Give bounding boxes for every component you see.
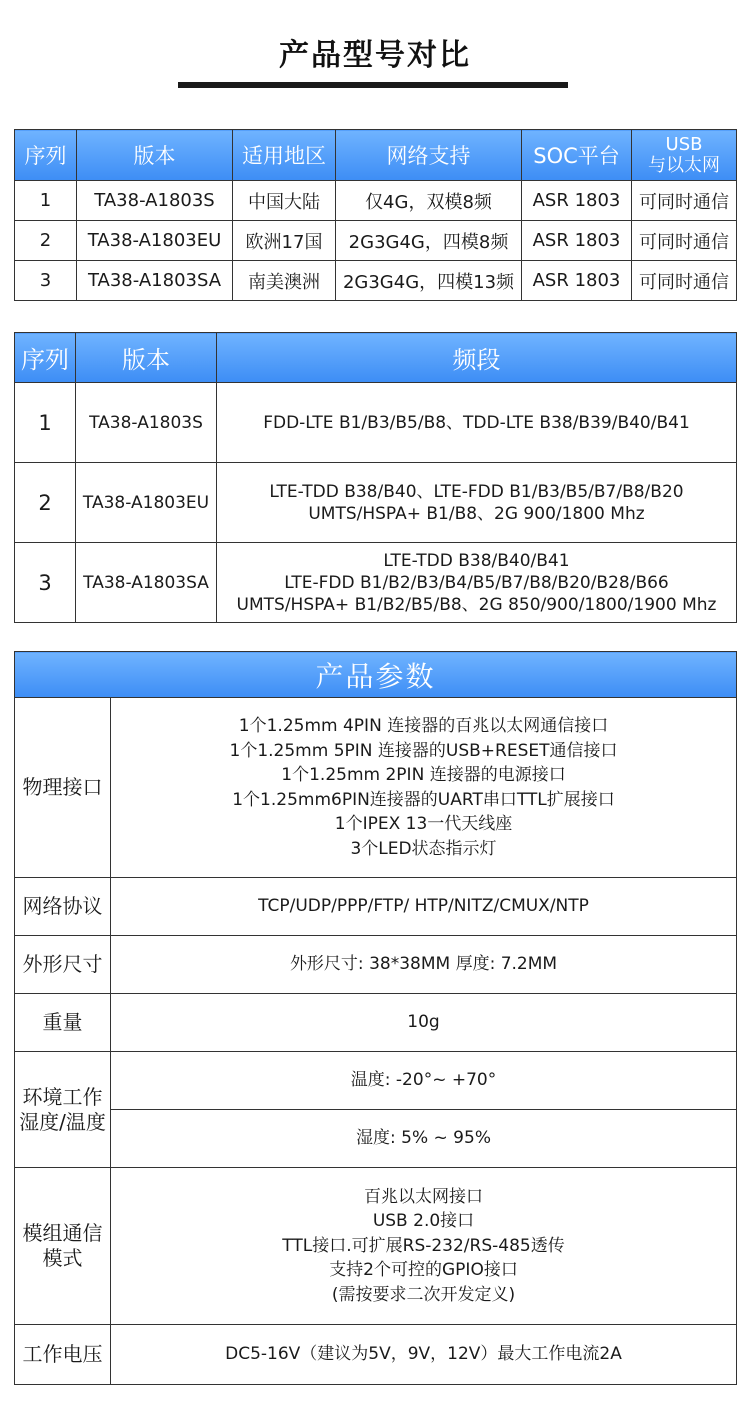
title-underline (178, 82, 568, 88)
weight-value: 10g (111, 994, 737, 1052)
table-cell: 2 (15, 221, 77, 261)
protocol-value: TCP/UDP/PPP/FTP/ HTP/NITZ/CMUX/NTP (111, 878, 737, 936)
param-line: 3个LED状态指示灯 (350, 838, 497, 859)
page-title: 产品型号对比 (279, 38, 471, 73)
compare-header-version: 版本 (77, 130, 233, 181)
voltage-label: 工作电压 (15, 1325, 111, 1385)
table-cell: 南美澳洲 (233, 261, 336, 301)
param-line: 1个1.25mm6PIN连接器的UART串口TTL扩展接口 (232, 789, 615, 810)
band-line: FDD-LTE B1/B3/B5/B8、TDD-LTE B38/B39/B40/B41 (263, 412, 690, 433)
band-version: TA38-A1803S (76, 383, 217, 463)
table-row (15, 181, 737, 221)
compare-header-region: 适用地区 (233, 130, 336, 181)
bands-header-version: 版本 (76, 333, 217, 383)
environment-label-line: 环境工作 (22, 1084, 103, 1109)
table-cell: ASR 1803 (522, 181, 632, 221)
table-row (15, 1168, 737, 1325)
table-row (15, 221, 737, 261)
band-list (217, 383, 737, 463)
size-value: 外形尺寸: 38*38MM 厚度: 7.2MM (111, 936, 737, 994)
table-row (15, 698, 737, 878)
compare-header-row (15, 130, 737, 181)
compare-header-soc: SOC平台 (522, 130, 632, 181)
params-header-row (15, 652, 737, 698)
table-cell: 3 (15, 261, 77, 301)
band-seq: 1 (15, 383, 76, 463)
comm-mode-label (15, 1168, 111, 1325)
table-cell: 2G3G4G，四模13频 (336, 261, 522, 301)
size-label: 外形尺寸 (15, 936, 111, 994)
bands-header-seq: 序列 (15, 333, 76, 383)
table-row (15, 261, 737, 301)
param-line: USB 2.0接口 (372, 1211, 475, 1232)
physical-interface-label: 物理接口 (15, 698, 111, 878)
table-cell: 1 (15, 181, 77, 221)
band-seq: 2 (15, 463, 76, 543)
table-row (15, 463, 737, 543)
param-line: 百兆以太网接口 (364, 1186, 483, 1207)
table-row (15, 543, 737, 623)
table-row (15, 1052, 737, 1110)
compare-header-network: 网络支持 (336, 130, 522, 181)
environment-label-line: 湿度/温度 (19, 1109, 106, 1134)
table-row (15, 1110, 737, 1168)
bands-header-row (15, 333, 737, 383)
param-line: 支持2个可控的GPIO接口 (329, 1260, 518, 1281)
temperature-value: 温度: -20°~ +70° (111, 1052, 737, 1110)
table-cell: 可同时通信 (632, 181, 737, 221)
table-cell: 中国大陆 (233, 181, 336, 221)
table-cell: ASR 1803 (522, 221, 632, 261)
table-cell: ASR 1803 (522, 261, 632, 301)
table-row (15, 994, 737, 1052)
table-row (15, 383, 737, 463)
humidity-value: 湿度: 5% ~ 95% (111, 1110, 737, 1168)
table-cell: TA38-A1803SA (77, 261, 233, 301)
param-line: (需按要求二次开发定义) (331, 1284, 516, 1305)
band-line: LTE-FDD B1/B2/B3/B4/B5/B7/B8/B20/B28/B66 (284, 572, 669, 593)
table-cell: TA38-A1803S (77, 181, 233, 221)
compare-header-seq: 序列 (15, 130, 77, 181)
table-cell: TA38-A1803EU (77, 221, 233, 261)
compare-header-usb-line: USB (665, 134, 703, 155)
physical-interface-value (111, 698, 737, 878)
param-line: 1个1.25mm 4PIN 连接器的百兆以太网通信接口 (238, 716, 609, 736)
frequency-band-table (14, 332, 737, 623)
voltage-value: DC5-16V（建议为5V，9V，12V）最大工作电流2A (111, 1325, 737, 1385)
table-cell: 可同时通信 (632, 221, 737, 261)
band-line: UMTS/HSPA+ B1/B8、2G 900/1800 Mhz (308, 503, 645, 524)
param-line: TTL接口.可扩展RS-232/RS-485透传 (282, 1235, 565, 1256)
param-line: 1个1.25mm 2PIN 连接器的电源接口 (281, 765, 566, 785)
param-line: 1个1.25mm 5PIN 连接器的USB+RESET通信接口 (229, 740, 618, 761)
band-version: TA38-A1803SA (76, 543, 217, 623)
protocol-label: 网络协议 (15, 878, 111, 936)
band-line: LTE-TDD B38/B40、LTE-FDD B1/B3/B5/B7/B8/B20 (269, 481, 684, 502)
weight-label: 重量 (15, 994, 111, 1052)
table-cell: 仅4G，双模8频 (336, 181, 522, 221)
environment-label (15, 1052, 111, 1168)
table-row (15, 878, 737, 936)
band-line: LTE-TDD B38/B40/B41 (383, 550, 570, 571)
table-row (15, 936, 737, 994)
comm-mode-label-line: 模组通信 (22, 1221, 103, 1245)
table-cell: 欧洲17国 (233, 221, 336, 261)
table-row (15, 1325, 737, 1385)
band-list (217, 543, 737, 623)
band-seq: 3 (15, 543, 76, 623)
table-cell: 2G3G4G，四模8频 (336, 221, 522, 261)
band-line: UMTS/HSPA+ B1/B2/B5/B8、2G 850/900/1800/1900 Mhz (236, 594, 717, 615)
param-line: 1个IPEX 13一代天线座 (334, 814, 513, 834)
params-header: 产品参数 (15, 652, 737, 698)
compare-header-usb (632, 130, 737, 181)
comm-mode-value (111, 1168, 737, 1325)
compare-header-usb-line: 与以太网 (648, 155, 720, 176)
model-compare-table (14, 129, 737, 301)
bands-header-band: 频段 (217, 333, 737, 383)
product-params-table (14, 651, 737, 1385)
band-version: TA38-A1803EU (76, 463, 217, 543)
table-cell: 可同时通信 (632, 261, 737, 301)
band-list (217, 463, 737, 543)
comm-mode-label-line: 模式 (42, 1246, 83, 1270)
